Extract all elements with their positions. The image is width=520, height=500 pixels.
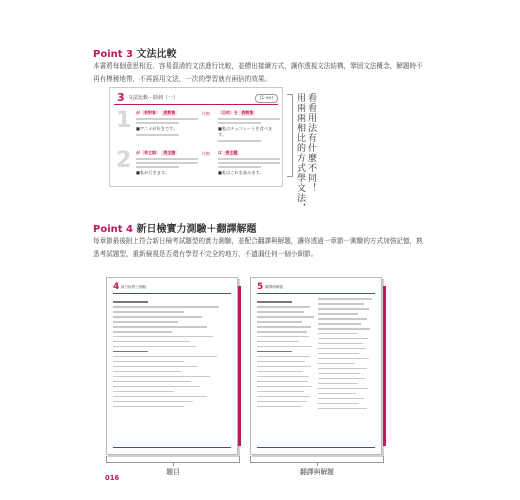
comparison-col-b <box>218 110 280 144</box>
compare-marker: 比較 <box>202 111 210 116</box>
comparison-row-1 <box>114 108 278 146</box>
translation-page <box>250 277 382 455</box>
page-edge-marker <box>238 286 241 446</box>
point4-heading <box>93 220 256 235</box>
comparison-col-a <box>136 150 198 177</box>
comparison-row-2 <box>114 148 278 186</box>
figure-header <box>114 91 280 104</box>
page-edge-marker <box>383 286 386 446</box>
callout-text-1: 用兩兩相比的方式學文法， <box>295 93 305 213</box>
page-number: 016 <box>105 474 120 482</box>
example-sentence: ■アニメが好きです。 <box>136 126 178 131</box>
grammar-tag: は 表主題 <box>218 150 238 155</box>
example-sentence: ■私が行きます。 <box>136 170 169 175</box>
caption-bracket <box>106 456 240 463</box>
caption-questions: 題目 <box>166 468 180 476</box>
page-header: 新日檢實力測驗 <box>121 285 147 289</box>
compare-marker: 比較 <box>202 151 210 156</box>
practice-test-page <box>106 277 238 455</box>
point4-title: 新日檢實力測驗＋翻譯解題 <box>136 224 257 235</box>
grammar-tag: 〔目的〕を 表對象 <box>218 110 254 115</box>
page-text-lines <box>113 298 231 411</box>
example-sentence: ■私はこれを読みます。 <box>218 170 264 175</box>
page-chapter-number: 4 <box>113 282 120 292</box>
page-right-column <box>318 298 375 413</box>
comparison-col-b <box>218 150 280 177</box>
grammar-tag: が〔表主語〕 表主語 <box>136 150 176 155</box>
caption-bracket <box>250 456 384 463</box>
figure-rule <box>114 104 278 105</box>
figure-track-pill: (1-xx) <box>255 94 278 103</box>
point3-body: 本書將每個意思相近、容易混淆的文法進行比較，並標出接續方式，讓你透視文法結構，鞏固文法概念，解題時不再有模稜地帶，不再誤用文法，一次的學習就有兩倍的效果。 <box>93 62 423 83</box>
point4-body: 每章節最後附上符合新日檢考試題型的實力測驗，並配合翻譯與解題，讓你透過一章節一測驗的方式加強記憶，熟悉考試題型，重新檢視是否還有學習不完全的地方，不遺漏任何一個小細節。 <box>93 237 423 258</box>
page-chapter-number: 5 <box>257 282 264 292</box>
grammar-comparison-figure <box>109 87 283 187</box>
page-header: 翻譯與解題 <box>265 285 283 289</box>
caption-translation: 翻譯與解題 <box>300 468 334 476</box>
point3-title: 文法比較 <box>136 49 177 60</box>
row-number: 1 <box>116 108 132 133</box>
point3-heading <box>93 45 176 60</box>
point4-label: Point 4 <box>93 224 133 235</box>
comparison-col-a <box>136 110 198 138</box>
grammar-tag: が〔表對象〕 表對象 <box>136 110 176 115</box>
figure-label: 文法比較－助詞（一） <box>128 95 179 101</box>
callout-bracket <box>287 94 293 177</box>
point3-label: Point 3 <box>93 49 133 60</box>
figure-chapter-number: 3 <box>117 91 125 104</box>
callout-text-2: 看看用法有什麼不同！ <box>306 93 316 193</box>
example-sentence: ■私はチョコレートを食べます。 <box>218 126 273 137</box>
row-number: 2 <box>116 148 132 173</box>
